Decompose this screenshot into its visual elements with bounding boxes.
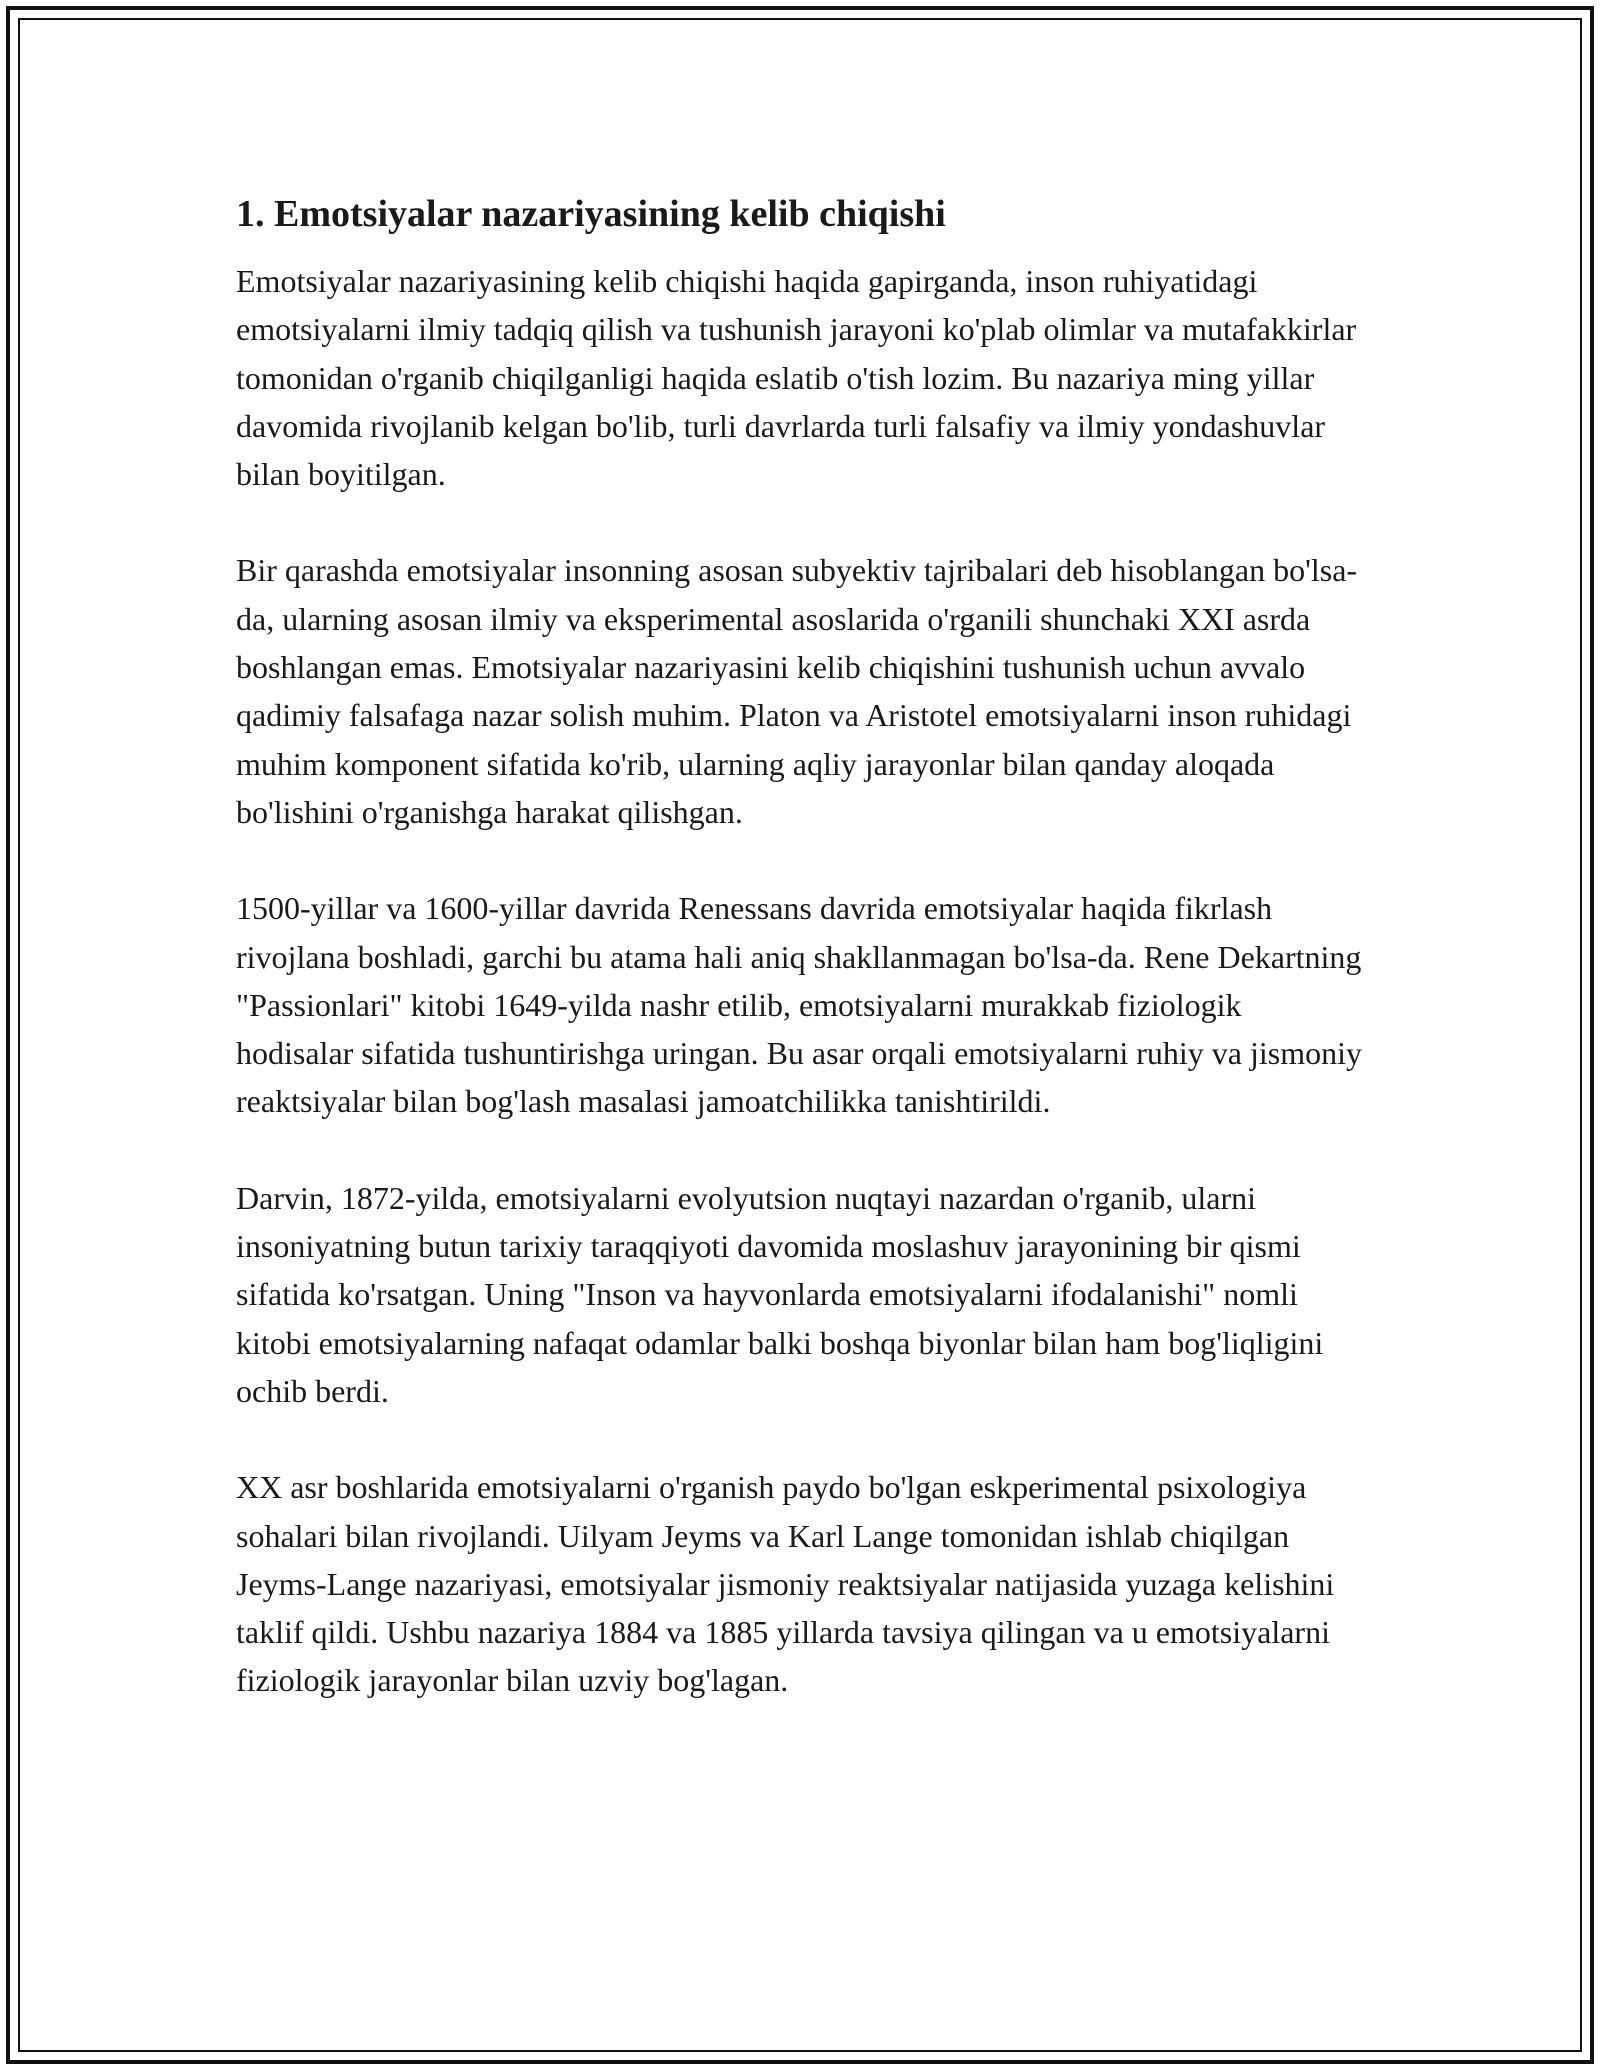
- paragraph-5: XX asr boshlarida emotsiyalarni o'rganish paydo bo'lgan eskperimental psixologiya sohalari bilan rivojlandi. Uilyam Jeyms va Karl Lange tomonidan ishlab chiqilgan Jeyms-Lange nazariyasi, emotsiyalar jismoniy reaktsiyalar natijasida yuzaga kelishini taklif qildi. Ushbu nazariya 1884 va 1885 yillarda tavsiya qilingan va u emotsiyalarni fiziologik jarayonlar bilan uzviy bog'lagan.: [236, 1469, 1335, 1699]
- section-heading: 1. Emotsiyalar nazariyasining kelib chiqishi: [236, 193, 946, 235]
- paragraph-4: Darvin, 1872-yilda, emotsiyalarni evolyutsion nuqtayi nazardan o'rganib, ularni insoniyatning butun tarixiy taraqqiyoti davomida moslashuv jarayonining bir qismi sifatida ko'rsatgan. Uning "Inson va hayvonlarda emotsiyalarni ifodalanishi" nomli kitobi emotsiyalarning nafaqat odamlar balki boshqa biyonlar bilan ham bog'liqligini ochib berdi.: [236, 1179, 1324, 1409]
- paragraph-3: 1500-yillar va 1600-yillar davrida Renessans davrida emotsiyalar haqida fikrlash rivojlana boshladi, garchi bu atama hali aniq shakllanmagan bo'lsa-da. Rene Dekartning "Passionlari" kitobi 1649-yilda nashr etilib, emotsiyalarni murakkab fiziologik hodisalar sifatida tushuntirishga uringan. Bu asar orqali emotsiyalarni ruhiy va jismoniy reaktsiyalar bilan bog'lash masalasi jamoatchilikka tanishtirildi.: [236, 890, 1362, 1120]
- paragraph-2: Bir qarashda emotsiyalar insonning asosan subyektiv tajribalari deb hisoblangan bo'lsa-da, ularning asosan ilmiy va eksperimental asoslarida o'rganili shunchaki XXI asrda boshlangan emas. Emotsiyalar nazariyasini kelib chiqishini tushunish uchun avvalo qadimiy falsafaga nazar solish muhim. Platon va Aristotel emotsiyalarni inson ruhidagi muhim komponent sifatida ko'rib, ularning aqliy jarayonlar bilan qanday aloqada bo'lishini o'rganishga harakat qilishgan.: [236, 552, 1358, 830]
- document-body: [236, 187, 1364, 1753]
- paragraph-1: Emotsiyalar nazariyasining kelib chiqishi haqida gapirganda, inson ruhiyatidagi emotsiyalarni ilmiy tadqiq qilish va tushunish jarayoni ko'plab olimlar va mutafakkirlar tomonidan o'rganib chiqilganligi haqida eslatib o'tish lozim. Bu nazariya ming yillar davomida rivojlanib kelgan bo'lib, turli davrlarda turli falsafiy va ilmiy yondashuvlar bilan boyitilgan.: [236, 263, 1357, 493]
